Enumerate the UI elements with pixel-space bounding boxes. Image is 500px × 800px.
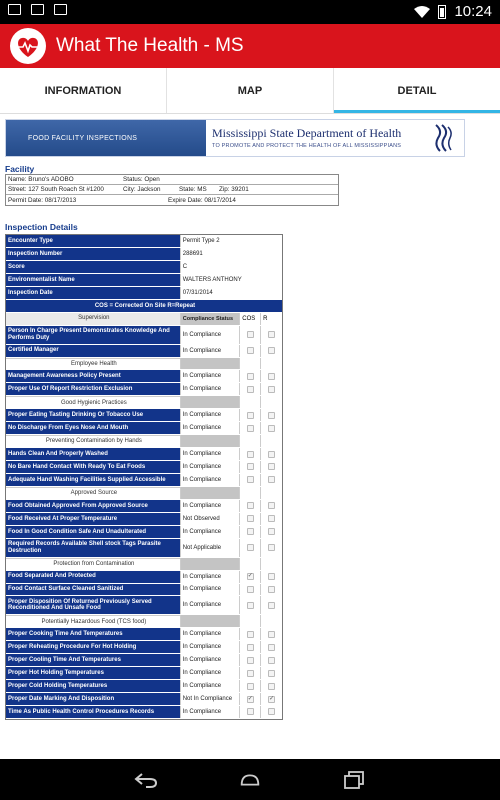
repeat-checkbox[interactable] (268, 544, 275, 551)
item-label: Food In Good Condition Safe And Unadulterated (6, 526, 180, 538)
facility-name: Name: Bruno's ADOBO (8, 176, 74, 183)
cos-checkbox[interactable] (247, 602, 254, 609)
repeat-checkbox[interactable] (268, 573, 275, 580)
summary-value: 07/31/2014 (180, 287, 282, 299)
table-row (6, 526, 282, 539)
cos-checkbox[interactable] (247, 373, 254, 380)
item-label: Person In Charge Present Demonstrates Knowledge And Performs Duty (6, 326, 180, 344)
repeat-checkbox[interactable] (268, 515, 275, 522)
recents-button[interactable] (342, 770, 366, 790)
repeat-checkbox[interactable] (268, 602, 275, 609)
item-compliance-status: In Compliance (180, 680, 240, 692)
repeat-checkbox[interactable] (268, 451, 275, 458)
item-compliance-status: In Compliance (180, 596, 240, 614)
back-button[interactable] (134, 770, 158, 790)
facility-zip: Zip: 39201 (219, 186, 249, 193)
cos-checkbox[interactable] (247, 670, 254, 677)
facility-permit-date: Permit Date: 08/17/2013 (8, 196, 77, 204)
tab-map[interactable]: MAP (167, 68, 334, 113)
item-compliance-status: In Compliance (180, 461, 240, 473)
repeat-checkbox[interactable] (268, 331, 275, 338)
cos-checkbox[interactable] (247, 463, 254, 470)
detail-content[interactable] (0, 114, 500, 759)
navigation-bar (0, 759, 500, 800)
table-row (6, 654, 282, 667)
cos-checkbox[interactable] (247, 631, 254, 638)
item-compliance-status: In Compliance (180, 706, 240, 718)
item-label: No Discharge From Eyes Nose And Mouth (6, 422, 180, 434)
table-row (6, 571, 282, 584)
item-compliance-status: In Compliance (180, 474, 240, 486)
item-compliance-status: In Compliance (180, 526, 240, 538)
summary-value: Permit Type 2 (180, 235, 282, 247)
item-compliance-status: In Compliance (180, 383, 240, 395)
banner-right (206, 120, 464, 156)
facility-expire-date: Expire Date: 08/17/2014 (168, 196, 236, 204)
facility-city: City: Jackson (123, 186, 161, 193)
summary-value: WALTERS ANTHONY (180, 274, 282, 286)
facility-row-address (6, 185, 338, 195)
item-compliance-status: In Compliance (180, 326, 240, 344)
header-cos: COS (239, 313, 260, 325)
item-label: Food Received At Proper Temperature (6, 513, 180, 525)
item-compliance-status: In Compliance (180, 345, 240, 357)
category-employee-health: Employee Health (6, 358, 180, 370)
repeat-checkbox[interactable]: ✓ (269, 695, 275, 702)
repeat-checkbox[interactable] (268, 502, 275, 509)
inspection-table (5, 234, 283, 720)
table-row (6, 383, 282, 396)
inspection-heading: Inspection Details (5, 222, 78, 232)
summary-label: Environmentalist Name (6, 274, 180, 286)
tab-bar (0, 68, 500, 114)
battery-icon (438, 5, 446, 19)
item-compliance-status: In Compliance (180, 500, 240, 512)
repeat-checkbox[interactable] (268, 631, 275, 638)
cos-checkbox[interactable] (247, 476, 254, 483)
cos-checkbox[interactable] (247, 425, 254, 432)
msdh-banner (5, 119, 465, 157)
banner-tagline: TO PROMOTE AND PROTECT THE HEALTH OF ALL MISSISSIPPIANS (212, 143, 402, 149)
table-row (6, 641, 282, 654)
repeat-checkbox[interactable] (268, 476, 275, 483)
item-label: Proper Cooling Time And Temperatures (6, 654, 180, 666)
item-label: Proper Hot Holding Temperatures (6, 667, 180, 679)
table-row (6, 326, 282, 345)
cos-checkbox[interactable] (247, 347, 254, 354)
status-bar (0, 0, 500, 24)
item-label: Proper Cooking Time And Temperatures (6, 628, 180, 640)
cos-checkbox[interactable] (247, 683, 254, 690)
cos-checkbox[interactable] (247, 331, 254, 338)
category-row (6, 487, 282, 500)
category-row (6, 435, 282, 448)
item-label: No Bare Hand Contact With Ready To Eat Foods (6, 461, 180, 473)
facility-row-name (6, 175, 338, 185)
summary-label: Inspection Date (6, 287, 180, 299)
legend-text: COS = Corrected On Site R=Repeat (6, 300, 282, 312)
item-compliance-status: In Compliance (180, 422, 240, 434)
app-title: What The Health - MS (56, 35, 244, 56)
category-supervision: Supervision (6, 313, 180, 325)
item-label: Hands Clean And Properly Washed (6, 448, 180, 460)
category-hygienic-practices: Good Hygienic Practices (6, 396, 180, 408)
header-compliance-status: Compliance Status (180, 313, 240, 325)
item-compliance-status: In Compliance (180, 571, 240, 583)
repeat-checkbox[interactable] (268, 528, 275, 535)
summary-label: Score (6, 261, 180, 273)
item-compliance-status: Not In Compliance (180, 693, 240, 705)
table-row (6, 539, 282, 558)
wifi-icon (414, 6, 430, 18)
cos-checkbox[interactable] (247, 386, 254, 393)
item-label: Proper Eating Tasting Drinking Or Tobacco Use (6, 409, 180, 421)
summary-value: C (180, 261, 282, 273)
category-protection-contamination: Protection from Contamination (6, 558, 180, 570)
table-row (6, 422, 282, 435)
item-compliance-status: In Compliance (180, 448, 240, 460)
header-r: R (260, 313, 282, 325)
cos-checkbox[interactable] (247, 544, 254, 551)
legend-row (6, 300, 282, 313)
item-label: Time As Public Health Control Procedures Records (6, 706, 180, 718)
cos-checkbox[interactable]: ✓ (247, 573, 253, 580)
heart-pulse-icon[interactable] (10, 28, 46, 64)
table-row (6, 235, 282, 248)
repeat-checkbox[interactable] (268, 683, 275, 690)
table-row (6, 370, 282, 383)
item-compliance-status: In Compliance (180, 584, 240, 596)
banner-title: Mississippi State Department of Health (212, 126, 402, 140)
cos-checkbox[interactable] (247, 708, 254, 715)
repeat-checkbox[interactable] (268, 412, 275, 419)
facility-status: Status: Open (123, 176, 160, 183)
item-label: Required Records Available Shell stock Tags Parasite Destruction (6, 539, 180, 557)
table-row (6, 474, 282, 487)
item-compliance-status: In Compliance (180, 667, 240, 679)
item-label: Management Awareness Policy Present (6, 370, 180, 382)
summary-label: Encounter Type (6, 235, 180, 247)
home-icon (238, 773, 262, 787)
item-compliance-status: In Compliance (180, 641, 240, 653)
summary-value: 288691 (180, 248, 282, 260)
cos-checkbox[interactable] (247, 528, 254, 535)
cos-checkbox[interactable] (247, 451, 254, 458)
cos-checkbox[interactable] (247, 657, 254, 664)
tab-information[interactable]: INFORMATION (0, 68, 167, 113)
item-label: Food Obtained Approved From Approved Source (6, 500, 180, 512)
category-row (6, 396, 282, 409)
repeat-checkbox[interactable] (268, 708, 275, 715)
category-row (6, 358, 282, 371)
cos-checkbox[interactable]: ✓ (247, 695, 253, 702)
facility-row-dates (6, 195, 338, 205)
msdh-seal-icon (432, 123, 454, 153)
category-row (6, 558, 282, 571)
table-row (6, 345, 282, 358)
repeat-checkbox[interactable] (268, 386, 275, 393)
summary-label: Inspection Number (6, 248, 180, 260)
item-compliance-status: Not Applicable (180, 539, 240, 557)
action-bar (0, 24, 500, 68)
table-row (6, 680, 282, 693)
table-row (6, 693, 282, 706)
item-compliance-status: In Compliance (180, 370, 240, 382)
facility-state: State: MS (179, 186, 207, 193)
table-row (6, 248, 282, 261)
mail-icon (8, 4, 21, 15)
table-row (6, 287, 282, 300)
item-label: Proper Use Of Report Restriction Exclusion (6, 383, 180, 395)
item-label: Proper Cold Holding Temperatures (6, 680, 180, 692)
clock: 10:24 (454, 3, 492, 20)
item-label: Food Contact Surface Cleaned Sanitized (6, 584, 180, 596)
tab-detail[interactable]: DETAIL (334, 68, 500, 113)
cos-checkbox[interactable] (247, 586, 254, 593)
item-label: Proper Disposition Of Returned Previously Served Reconditioned And Unsafe Food (6, 596, 180, 614)
cos-checkbox[interactable] (247, 515, 254, 522)
cos-checkbox[interactable] (247, 412, 254, 419)
repeat-checkbox[interactable] (268, 670, 275, 677)
item-compliance-status: Not Observed (180, 513, 240, 525)
table-row (6, 261, 282, 274)
item-label: Adequate Hand Washing Facilities Supplied Accessible (6, 474, 180, 486)
image-icon (31, 4, 44, 15)
repeat-checkbox[interactable] (268, 347, 275, 354)
item-compliance-status: In Compliance (180, 654, 240, 666)
banner-label: FOOD FACILITY INSPECTIONS (6, 120, 206, 156)
item-label: Proper Date Marking And Disposition (6, 693, 180, 705)
category-contamination-hands: Preventing Contamination by Hands (6, 435, 180, 447)
repeat-checkbox[interactable] (268, 425, 275, 432)
table-row (6, 628, 282, 641)
table-row (6, 513, 282, 526)
item-label: Proper Reheating Procedure For Hot Holding (6, 641, 180, 653)
item-compliance-status: In Compliance (180, 409, 240, 421)
repeat-checkbox[interactable] (268, 657, 275, 664)
back-icon (134, 772, 158, 788)
cos-checkbox[interactable] (247, 644, 254, 651)
repeat-checkbox[interactable] (268, 373, 275, 380)
category-potentially-hazardous-food: Potentially Hazardous Food (TCS food) (6, 615, 180, 627)
table-row (6, 596, 282, 615)
item-label: Food Separated And Protected (6, 571, 180, 583)
facility-heading: Facility (5, 164, 35, 174)
facility-table (5, 174, 339, 206)
repeat-checkbox[interactable] (268, 463, 275, 470)
recents-icon (344, 771, 364, 789)
table-row (6, 667, 282, 680)
table-row (6, 461, 282, 474)
table-row (6, 448, 282, 461)
table-row (6, 706, 282, 719)
table-row (6, 409, 282, 422)
home-button[interactable] (238, 770, 262, 790)
repeat-checkbox[interactable] (268, 644, 275, 651)
header-row (6, 313, 282, 326)
briefcase-icon (54, 4, 67, 15)
table-row (6, 584, 282, 597)
item-compliance-status: In Compliance (180, 628, 240, 640)
table-row (6, 274, 282, 287)
category-row (6, 615, 282, 628)
table-row (6, 500, 282, 513)
category-approved-source: Approved Source (6, 487, 180, 499)
cos-checkbox[interactable] (247, 502, 254, 509)
item-label: Certified Manager (6, 345, 180, 357)
facility-street: Street: 127 South Roach St #1200 (8, 186, 104, 193)
repeat-checkbox[interactable] (268, 586, 275, 593)
